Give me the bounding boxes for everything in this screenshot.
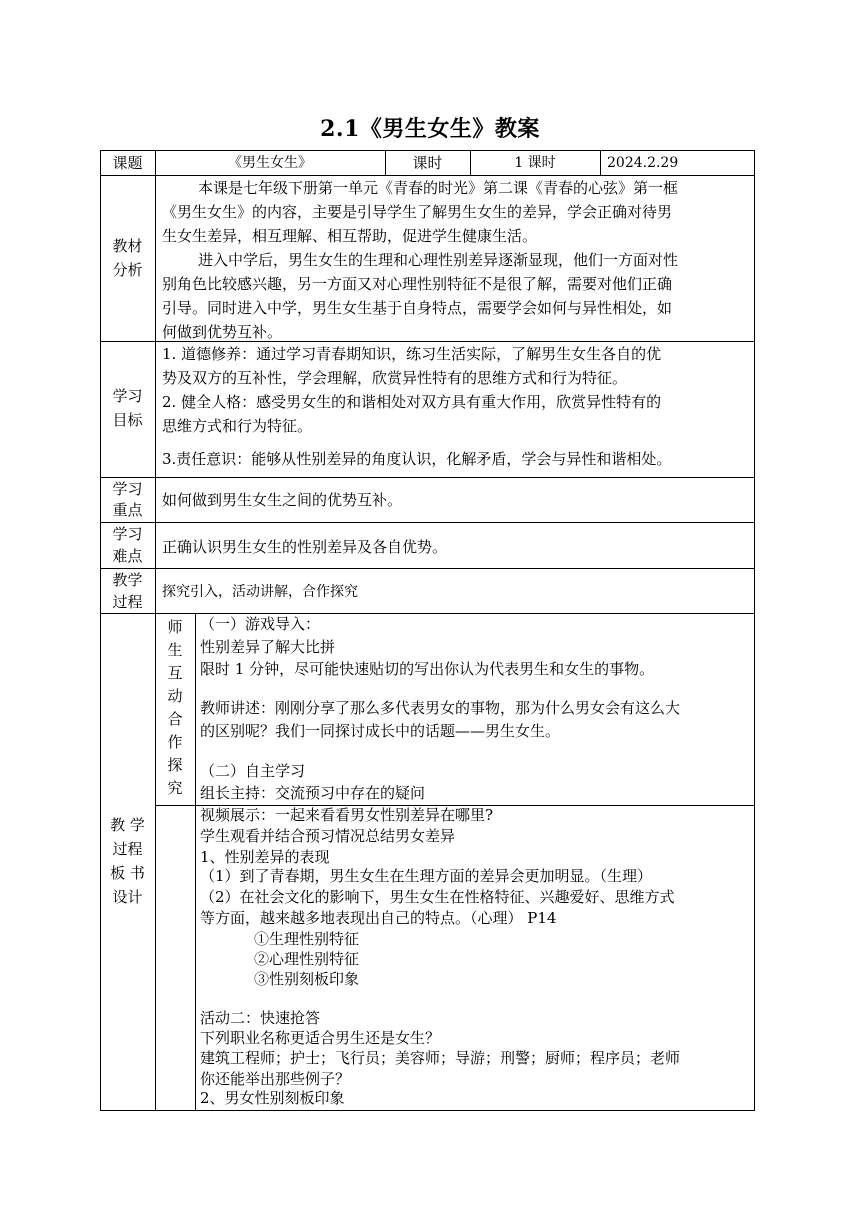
material-label-2: 分析 xyxy=(112,261,143,279)
process-label-2: 过程 xyxy=(112,593,143,611)
design-label-1: 教 学 xyxy=(110,816,145,834)
process-label-1: 教学 xyxy=(112,571,143,589)
material-label-1: 教材 xyxy=(112,237,143,255)
difficulty-label-2: 难点 xyxy=(112,547,143,565)
difficulty-label-1: 学习 xyxy=(112,525,143,543)
difficulty-text: 正确认识男生女生的性别差异及各自优势。 xyxy=(162,538,448,556)
process-text: 探究引入，活动讲解，合作探究 xyxy=(162,584,358,600)
goals-label-2: 目标 xyxy=(112,411,143,429)
ke-shi-label: 课时 xyxy=(412,154,443,172)
goals-label-1: 学习 xyxy=(112,387,143,405)
document-title: 2.1《男生女生》教案 xyxy=(320,116,540,142)
date-value: 2024.2.29 xyxy=(607,155,679,171)
design-label-3: 板 书 xyxy=(110,864,145,882)
ke-ti-value: 《男生女生》 xyxy=(228,155,312,171)
ke-ti-label: 课题 xyxy=(112,154,143,172)
focus-text: 如何做到男生女生之间的优势互补。 xyxy=(162,491,403,509)
design-label-4: 设计 xyxy=(112,888,143,906)
focus-label-2: 重点 xyxy=(112,501,143,519)
focus-label-1: 学习 xyxy=(112,480,143,498)
ke-shi-value: 1 课时 xyxy=(514,155,556,171)
design-label-2: 过程 xyxy=(112,840,143,858)
